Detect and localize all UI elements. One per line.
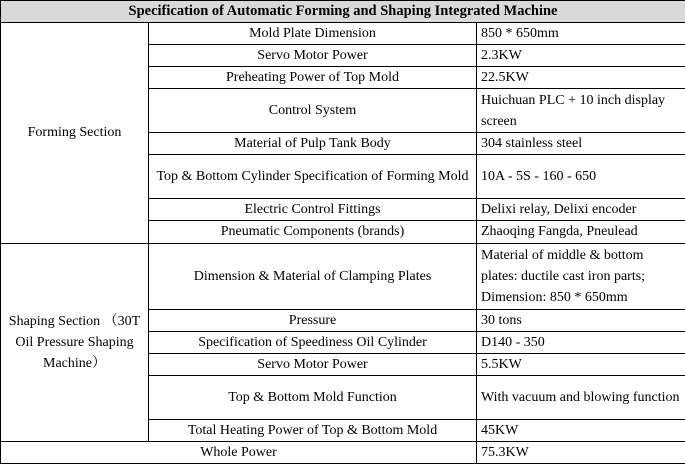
whole-power-value: 75.3KW: [477, 441, 685, 463]
param-cell: Top & Bottom Mold Function: [149, 375, 477, 419]
param-cell: Specification of Speediness Oil Cylinder: [149, 331, 477, 353]
table-row: [1, 243, 685, 309]
value-cell: 22.5KW: [477, 67, 685, 89]
param-cell: Top & Bottom Cylinder Specification of Forming Mold: [149, 155, 477, 199]
param-cell: Dimension & Material of Clamping Plates: [149, 243, 477, 309]
value-cell: 30 tons: [477, 309, 685, 331]
param-cell: Total Heating Power of Top & Bottom Mold: [149, 419, 477, 441]
value-cell: 10A - 5S - 160 - 650: [477, 155, 685, 199]
table-row: [1, 23, 685, 45]
total-row: [1, 441, 685, 463]
param-cell: Servo Motor Power: [149, 45, 477, 67]
value-cell: Material of middle & bottom plates: ductile cast iron parts; Dimension: 850 * 650mm: [477, 243, 685, 309]
param-cell: Pressure: [149, 309, 477, 331]
value-cell: 304 stainless steel: [477, 133, 685, 155]
whole-power-label: Whole Power: [1, 441, 477, 463]
value-cell: Zhaoqing Fangda, Pneulead: [477, 221, 685, 243]
value-cell: Delixi relay, Delixi encoder: [477, 199, 685, 221]
value-cell: Huichuan PLC + 10 inch display screen: [477, 89, 685, 133]
value-cell: 5.5KW: [477, 353, 685, 375]
value-cell: D140 - 350: [477, 331, 685, 353]
table-title: Specification of Automatic Forming and Shaping Integrated Machine: [1, 1, 685, 23]
param-cell: Control System: [149, 89, 477, 133]
title-row: [1, 1, 685, 23]
forming-section-label: Forming Section: [1, 23, 149, 243]
value-cell: 45KW: [477, 419, 685, 441]
value-cell: With vacuum and blowing function: [477, 375, 685, 419]
param-cell: Preheating Power of Top Mold: [149, 67, 477, 89]
shaping-section-label: Shaping Section （30T Oil Pressure Shaping Machine）: [1, 243, 149, 441]
param-cell: Pneumatic Components (brands): [149, 221, 477, 243]
param-cell: Mold Plate Dimension: [149, 23, 477, 45]
param-cell: Electric Control Fittings: [149, 199, 477, 221]
value-cell: 850 * 650mm: [477, 23, 685, 45]
param-cell: Material of Pulp Tank Body: [149, 133, 477, 155]
param-cell: Servo Motor Power: [149, 353, 477, 375]
value-cell: 2.3KW: [477, 45, 685, 67]
